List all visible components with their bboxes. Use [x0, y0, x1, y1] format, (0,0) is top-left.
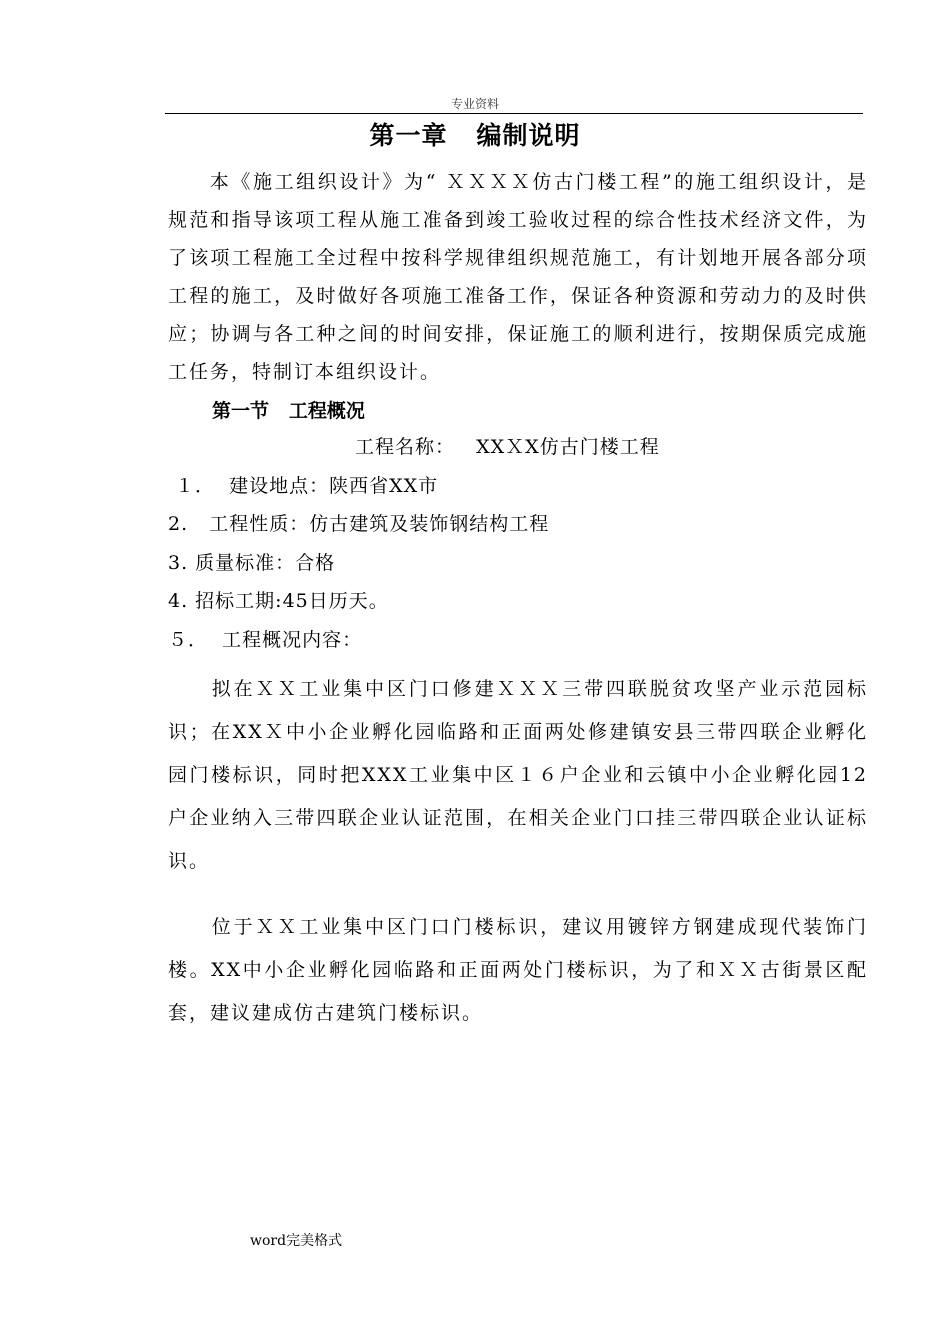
header-divider	[165, 113, 863, 114]
intro-paragraph: 本《施工组织设计》为“ ＸＸＸＸ仿古门楼工程”的施工组织设计，是规范和指导该项工程从施工准备到竣工验收过程的综合性技术经济文件，为了该项工程施工全过程中按科学规律组织规范施工，有计划地开展各部分项工程的施工，及时做好各项施工准备工作，保证各种资源和劳动力的及时供应；协调与各工种之间的时间安排，保证施工的顺利进行，按期保质完成施工任务，特制订本组织设计。	[168, 171, 868, 383]
page-header: 专业资料	[450, 97, 499, 111]
list-item-duration: 4. 招标工期:45日历天。	[168, 590, 389, 612]
overview-paragraph-2: 位于ＸＸ工业集中区门口门楼标识，建议用镀锌方钢建成现代装饰门楼。XX中小企业孵化园临路和正面两处门楼标识，为了和ＸＸ古街景区配套，建议建成仿古建筑门楼标识。	[168, 916, 868, 1024]
list-item-nature: 2. 工程性质：仿古建筑及装饰钢结构工程	[168, 513, 550, 535]
list-item-quality: 3. 质量标准：合格	[168, 552, 336, 574]
project-name-line: 工程名称： XXＸX仿古门楼工程	[355, 436, 660, 458]
page-footer: word完美格式	[250, 1233, 343, 1249]
section-title: 第一节 工程概况	[212, 400, 365, 422]
list-item-location: １． 建设地点：陕西省XX市	[175, 475, 439, 497]
overview-paragraph-1: 拟在ＸＸ工业集中区门口修建ＸＸＸ三带四联脱贫攻坚产业示范园标识；在XXＸ中小企业孵化园临路和正面两处修建镇安县三带四联企业孵化园门楼标识，同时把XXX工业集中区１６户企业和云镇中小企业孵化园12户企业纳入三带四联企业认证范围，在相关企业门口挂三带四联企业认证标识。	[168, 678, 868, 872]
chapter-title: 第一章 编制说明	[369, 121, 581, 150]
list-item-overview: ５． 工程概况内容：	[168, 629, 363, 651]
